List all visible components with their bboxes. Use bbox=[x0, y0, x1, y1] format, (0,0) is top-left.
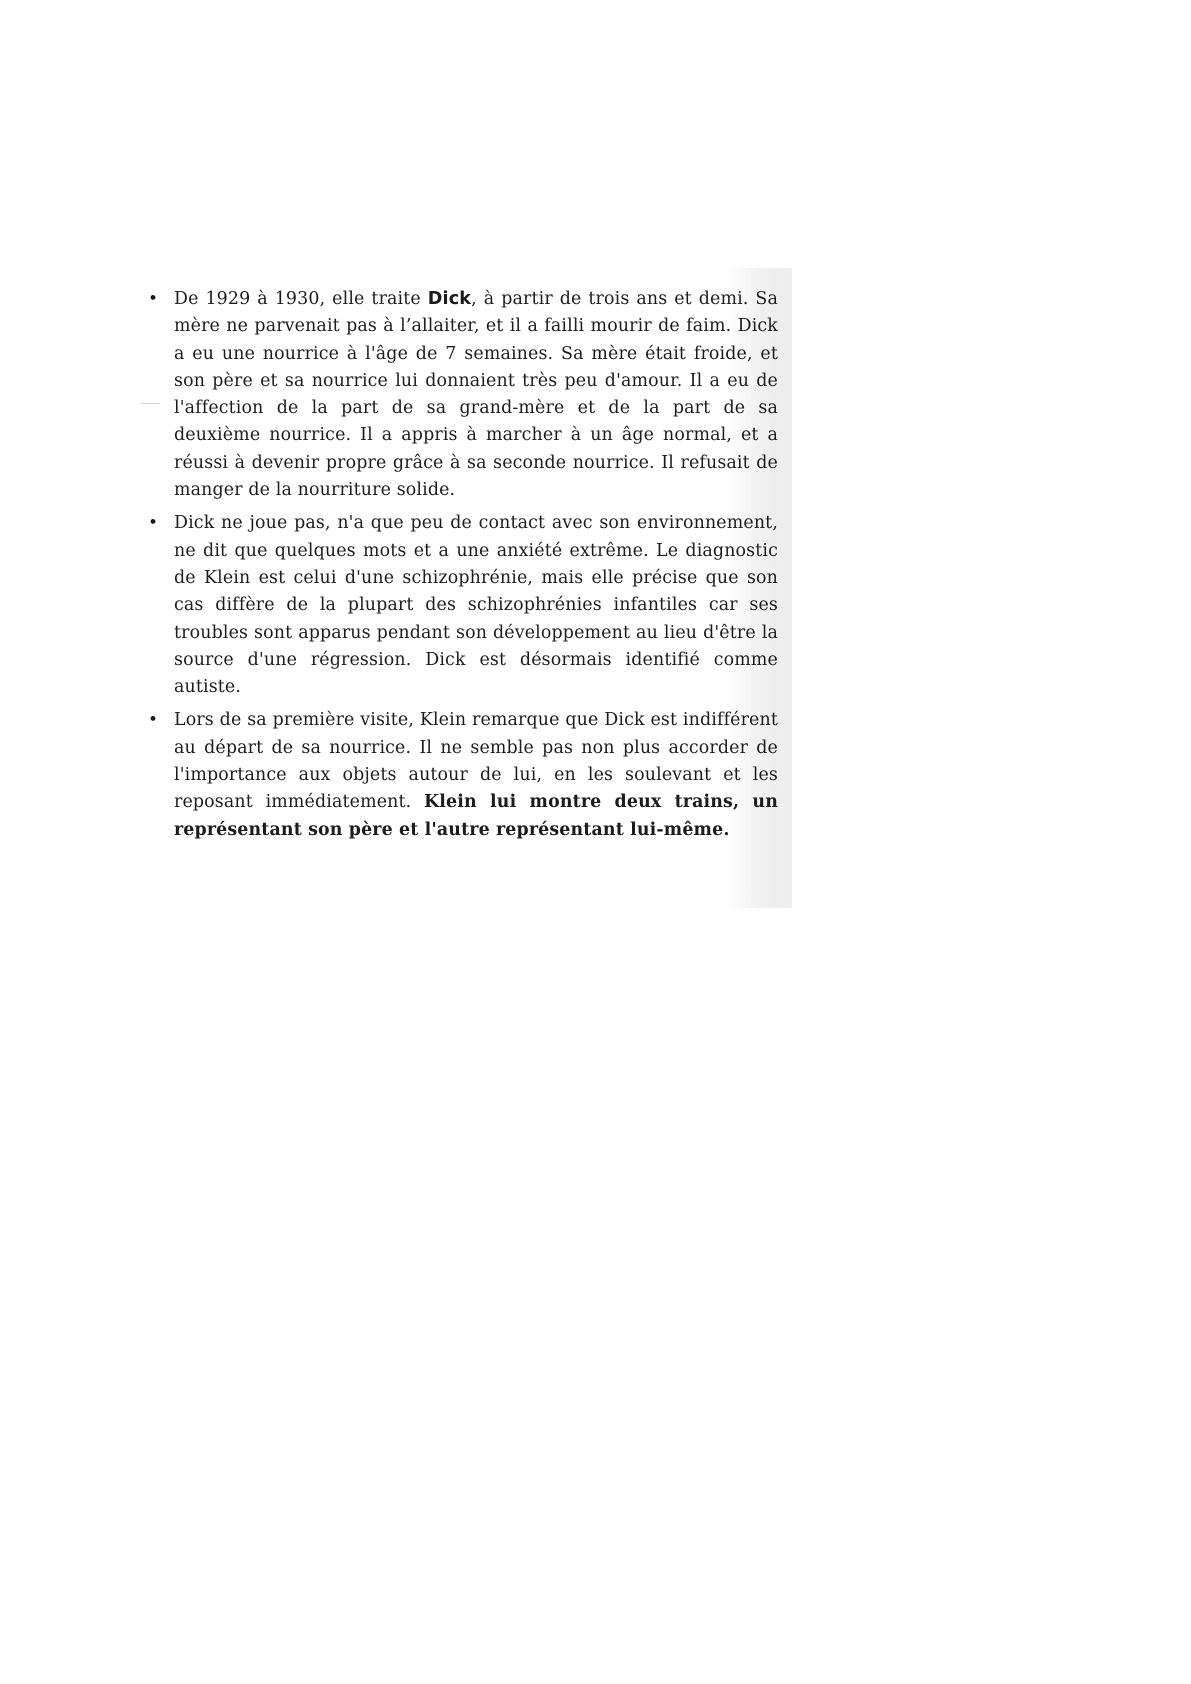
bullet-icon: • bbox=[148, 513, 159, 534]
bold-sentence: Klein lui montre deux trains, un représentant son père et l'autre représentant lui-même bbox=[174, 792, 778, 840]
paragraph-text: . bbox=[723, 819, 730, 840]
list-item bbox=[144, 707, 778, 843]
list-item bbox=[144, 286, 778, 504]
bold-name: Dick bbox=[427, 289, 472, 309]
paragraph-text: Dick ne joue pas, n'a que peu de contact avec son environnement, ne dit que quelques mots et a une anxiété extrême. Le diagnostic de Klein est celui d'une schizophrénie, mais elle précise que son cas diffère de la plupart des schizophrénies infantiles car ses troubles sont apparus pendant son développement au lieu d'être la source d'une régression. Dick est désormais identifié comme autiste. bbox=[174, 513, 778, 698]
list-item bbox=[144, 510, 778, 701]
paragraph-text: , à partir de trois ans et demi. Sa mère ne parvenait pas à l’allaiter, et il a failli mourir de faim. Dick a eu une nourrice à l'âge de 7 semaines. Sa mère était froide, et son père et sa nourrice lui donnaient très peu d'amour. Il a eu de l'affection de la part de sa grand-mère et de la part de sa deuxième nourrice. Il a appris à marcher à un âge normal, et a réussi à devenir propre grâce à sa seconde nourrice. Il refusait de manger de la nourriture solide. bbox=[174, 289, 778, 501]
paragraph-text: Lors de sa première visite, Klein remarque que Dick est indifférent au départ de sa nourrice. Il ne semble pas non plus accorder de l'importance aux objets autour de lui, en les soulevant et les reposant immédiatement. bbox=[174, 710, 778, 813]
bullet-icon: • bbox=[148, 289, 159, 309]
paragraph-text: De 1929 à 1930, elle traite bbox=[174, 289, 428, 309]
bullet-icon: • bbox=[148, 710, 159, 731]
bullet-list bbox=[144, 286, 778, 850]
